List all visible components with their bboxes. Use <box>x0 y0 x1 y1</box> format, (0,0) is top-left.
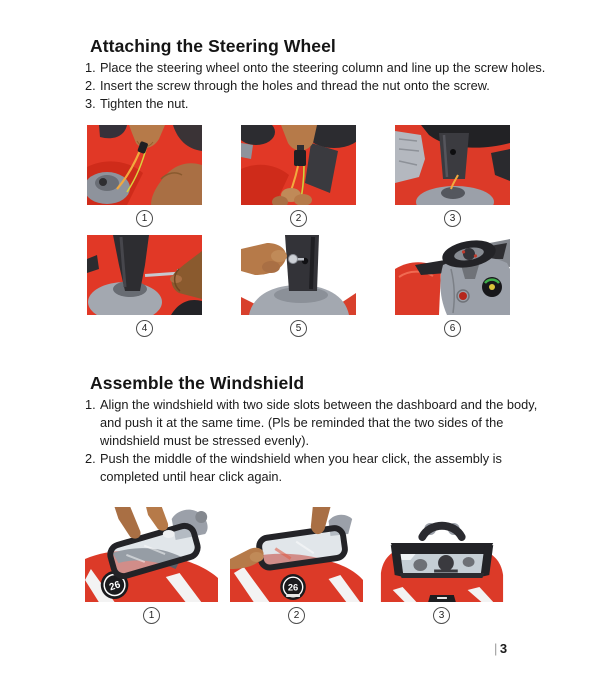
figure-number-badge: 1 <box>136 210 153 227</box>
photo-frame <box>241 125 356 205</box>
figure-wind-step-2 <box>230 507 363 624</box>
photo-frame <box>230 507 363 602</box>
step-number: 1. <box>85 397 96 412</box>
section-windshield <box>0 374 609 624</box>
footer-divider: | <box>494 641 498 656</box>
photo-wheel-onto-column <box>395 125 510 205</box>
figure-number-badge: 6 <box>444 320 461 337</box>
photo-frame <box>395 235 510 315</box>
figure-step-3 <box>395 125 510 227</box>
photo-push-windshield-sides <box>230 507 363 602</box>
instruction-step <box>85 59 551 77</box>
photo-connect-wire-plugs <box>87 125 202 205</box>
step-text: Insert the screw through the holes and thread the nut onto the screw. <box>100 78 490 93</box>
steering-instruction-list <box>85 59 551 113</box>
section-steering-wheel <box>0 0 609 337</box>
figure-wind-step-3 <box>375 507 508 624</box>
step-number: 1. <box>85 60 96 75</box>
section-title-steering: Attaching the Steering Wheel <box>90 36 336 56</box>
figure-step-2 <box>241 125 356 227</box>
hood-badge-number: 26 <box>287 581 299 593</box>
instruction-step <box>85 396 551 450</box>
photo-windshield-installed <box>375 507 508 602</box>
photo-frame <box>85 507 218 602</box>
page-footer <box>494 641 508 656</box>
photo-frame <box>241 235 356 315</box>
step-number: 2. <box>85 451 96 466</box>
photo-insert-screw <box>87 235 202 315</box>
step-number: 2. <box>85 78 96 93</box>
figure-wind-step-1 <box>85 507 218 624</box>
windshield-instruction-list <box>85 396 551 486</box>
step-number: 3. <box>85 96 96 111</box>
steering-figure-grid <box>87 125 510 337</box>
photo-place-windshield <box>85 507 218 602</box>
hood-badge-number: 26 <box>108 579 122 594</box>
figure-number-badge: 1 <box>143 607 160 624</box>
page-number: 3 <box>499 641 508 656</box>
photo-steering-wheel-installed <box>395 235 510 315</box>
step-text: Place the steering wheel onto the steering column and line up the screw holes. <box>100 60 546 75</box>
figure-number-badge: 2 <box>290 210 307 227</box>
instruction-step <box>85 95 551 113</box>
photo-frame <box>375 507 508 602</box>
figure-step-4 <box>87 235 202 337</box>
photo-plug-connector-under-wheel <box>241 125 356 205</box>
figure-number-badge: 3 <box>444 210 461 227</box>
photo-frame <box>87 125 202 205</box>
windshield-figure-grid <box>85 507 508 624</box>
instruction-step <box>85 450 551 486</box>
figure-number-badge: 2 <box>288 607 305 624</box>
instruction-step <box>85 77 551 95</box>
step-text: Tighten the nut. <box>100 96 189 111</box>
step-text: Align the windshield with two side slots between the dashboard and the body, and push it at the same time. (Pls be reminded that the two sides of the windshield must be stressed evenly). <box>100 397 538 448</box>
photo-frame <box>87 235 202 315</box>
figure-number-badge: 3 <box>433 607 450 624</box>
photo-frame <box>395 125 510 205</box>
figure-step-6 <box>395 235 510 337</box>
figure-number-badge: 4 <box>136 320 153 337</box>
figure-step-1 <box>87 125 202 227</box>
figure-step-5 <box>241 235 356 337</box>
section-title-windshield: Assemble the Windshield <box>90 373 305 393</box>
photo-thread-nut <box>241 235 356 315</box>
figure-number-badge: 5 <box>290 320 307 337</box>
step-text: Push the middle of the windshield when you hear click, the assembly is completed until hear click again. <box>100 451 502 484</box>
